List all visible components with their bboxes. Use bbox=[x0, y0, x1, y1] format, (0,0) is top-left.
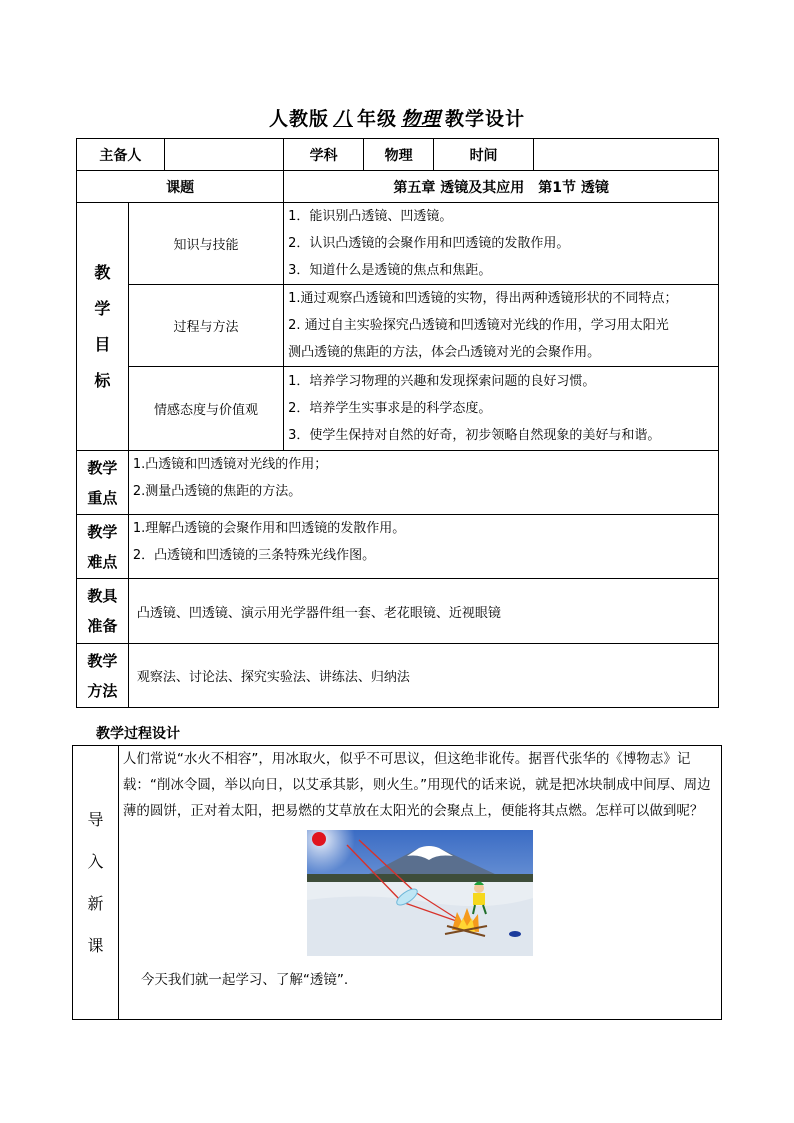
process-table bbox=[72, 745, 722, 1020]
objectives-label: 教 学 目 标 bbox=[77, 203, 129, 451]
grade-blank: 八 bbox=[332, 108, 353, 130]
objective-category-knowledge: 知识与技能 bbox=[128, 203, 283, 285]
tools-label: 教具 准备 bbox=[77, 579, 129, 644]
difficulties-label: 教学 难点 bbox=[77, 515, 129, 579]
time-label: 时间 bbox=[434, 139, 534, 171]
intro-paragraph: 人们常说“水火不相容”，用冰取火，似乎不可思议，但这绝非讹传。据晋代张华的《博物志》记载：“削冰令圆，举以向日，以艾承其影，则火生。”用现代的话来说，就是把冰块制成中间厚、周边薄的圆饼，正对着太阳，把易燃的艾草放在太阳光的会聚点上，便能将其点燃。怎样可以做到呢？ bbox=[122, 751, 711, 819]
intro-content bbox=[118, 746, 721, 1020]
objective-category-process: 过程与方法 bbox=[128, 285, 283, 367]
topic-value: 第五章 透镜及其应用 第1节 透镜 bbox=[284, 171, 719, 203]
ice-lens-scene bbox=[119, 824, 721, 964]
methods-label: 教学 方法 bbox=[77, 644, 129, 708]
intro-closing: 今天我们就一起学习、了解“透镜”. bbox=[140, 972, 349, 988]
topic-label: 课题 bbox=[77, 171, 284, 203]
page-title: 人教版 八 年级 物理 教学设计 bbox=[0, 104, 794, 131]
key-points-label: 教学 重点 bbox=[77, 451, 129, 515]
subject-blank: 物理 bbox=[401, 108, 442, 130]
tools-value: 凸透镜、凹透镜、演示用光学器件组一套、老花眼镜、近视眼镜 bbox=[128, 579, 718, 644]
objective-items-knowledge: 1．能识别凸透镜、凹透镜。 2．认识凸透镜的会聚作用和凹透镜的发散作用。 3．知道什么是透镜的焦点和焦距。 bbox=[284, 203, 719, 285]
ice-lens-fire-illustration bbox=[307, 830, 533, 956]
objective-items-process: 1.通过观察凸透镜和凹透镜的实物，得出两种透镜形状的不同特点； 2. 通过自主实验探究凸透镜和凹透镜对光线的作用，学习用太阳光 测凸透镜的焦距的方法，体会凸透镜对光的会聚作用。 bbox=[284, 285, 719, 367]
objective-items-attitude: 1．培养学习物理的兴趣和发现探索问题的良好习惯。 2．培养学生实事求是的科学态度。 3．使学生保持对自然的好奇，初步领略自然现象的美好与和谐。 bbox=[284, 367, 719, 451]
methods-value: 观察法、讨论法、探究实验法、讲练法、归纳法 bbox=[128, 644, 718, 708]
lesson-plan-table bbox=[76, 138, 719, 708]
process-section-title: 教学过程设计 bbox=[96, 726, 180, 742]
difficulties-items: 1.理解凸透镜的会聚作用和凹透镜的发散作用。 2．凸透镜和凹透镜的三条特殊光线作图。 bbox=[128, 515, 718, 579]
preparer-value bbox=[164, 139, 283, 171]
time-value bbox=[534, 139, 719, 171]
subject-label: 学科 bbox=[284, 139, 364, 171]
preparer-label: 主备人 bbox=[77, 139, 165, 171]
objective-category-attitude: 情感态度与价值观 bbox=[128, 367, 283, 451]
subject-value: 物理 bbox=[364, 139, 434, 171]
key-points-items: 1.凸透镜和凹透镜对光线的作用； 2.测量凸透镜的焦距的方法。 bbox=[128, 451, 718, 515]
intro-label: 导 入 新 课 bbox=[73, 746, 119, 1020]
